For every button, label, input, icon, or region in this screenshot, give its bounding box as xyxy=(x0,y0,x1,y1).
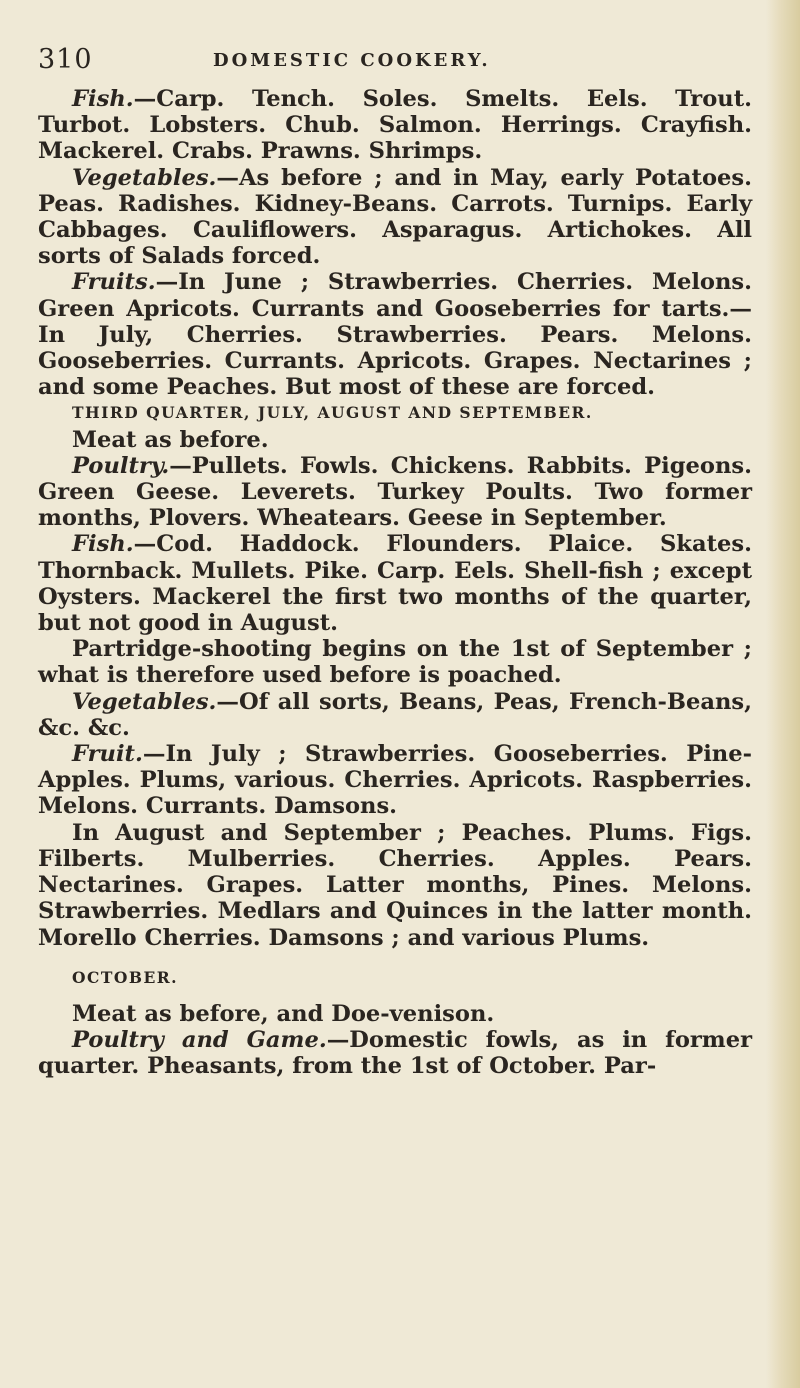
paragraph-text: —In June ; Strawberries. Cherries. Melons. Green Apricots. Currants and Gooseberries for tarts.— In July, Cherries. Strawberries. Pears. Melons. Gooseberries. Currants. Apricots. Grapes. Nectarines ; and some Peaches. But most of these are forced. xyxy=(38,269,752,401)
page-edge xyxy=(766,0,800,1388)
paragraph-text: —Of all sorts, Beans, Peas, French-Beans, &c. &c. xyxy=(38,688,752,741)
paragraph-fruits-second-quarter xyxy=(38,269,752,400)
label-fish: Fish. xyxy=(72,86,134,112)
body-text xyxy=(38,86,752,1080)
paragraph-august-september: In August and September ; Peaches. Plums. Figs. Filberts. Mulberries. Cherries. Apples. Pears. Nectarines. Grapes. Latter months, Pines. Melons. Strawberries. Medlars and Quinces in the latter month. Morello Cherries. Damsons ; and various Plums. xyxy=(38,819,752,951)
paragraph-text: —Pullets. Fowls. Chickens. Rabbits. Pigeons. Green Geese. Leverets. Turkey Poults. Two former months, Plovers. Wheatears. Geese in September. xyxy=(38,452,752,532)
label-poultry-game: Poultry and Game. xyxy=(72,1027,327,1054)
label-fruit: Fruit. xyxy=(72,741,143,768)
paragraph-text: —As before ; and in May, early Potatoes. Peas. Radishes. Kidney-Beans. Carrots. Turnips. Early Cabbages. Cauliflowers. Asparagus. Artichokes. All sorts of Salads forced. xyxy=(38,164,752,270)
page-header xyxy=(38,44,738,84)
section-heading-october: OCTOBER. xyxy=(72,967,179,987)
paragraph-text: —Domestic fowls, as in former quarter. Pheasants, from the 1st of October. Par- xyxy=(38,1027,752,1080)
page-number: 310 xyxy=(38,44,93,75)
paragraph-text: —Carp. Tench. Soles. Smelts. Eels. Trout. Turbot. Lobsters. Chub. Salmon. Herrings. Crayfish. Mackerel. Crabs. Prawns. Shrimps. xyxy=(38,86,752,165)
label-fruits: Fruits. xyxy=(72,269,156,296)
paragraph-poultry-third-quarter xyxy=(38,453,752,532)
section-heading-third-quarter: THIRD QUARTER, JULY, AUGUST AND SEPTEMBER. xyxy=(72,403,593,423)
label-poultry: Poultry. xyxy=(72,452,170,479)
paragraph-text: —In July ; Strawberries. Gooseberries. Pine-Apples. Plums, various. Cherries. Apricots. Raspberries. Melons. Currants. Damsons. xyxy=(38,741,752,820)
paragraph-poultry-game-october xyxy=(38,1027,752,1079)
label-fish: Fish. xyxy=(72,531,134,558)
paragraph-meat-october: Meat as before, and Doe-venison. xyxy=(72,1000,495,1027)
paragraph-fish-second-quarter xyxy=(38,86,752,165)
label-vegetables: Vegetables. xyxy=(72,688,217,715)
running-head: DOMESTIC COOKERY. xyxy=(213,50,491,71)
paragraph-partridge: Partridge-shooting begins on the 1st of September ; what is therefore used before is poached. xyxy=(38,636,752,689)
paragraph-text: —Cod. Haddock. Flounders. Plaice. Skates. Thornback. Mullets. Pike. Carp. Eels. Shell-fish ; except Oysters. Mackerel the first two months of the quarter, but not good in August. xyxy=(38,531,752,637)
paragraph-vegetables-third-quarter xyxy=(38,689,752,741)
paragraph-vegetables-second-quarter xyxy=(38,165,752,270)
label-vegetables: Vegetables. xyxy=(72,164,217,191)
paragraph-meat-third-quarter: Meat as before. xyxy=(72,426,269,453)
paragraph-fruit-third-quarter xyxy=(38,741,752,820)
paragraph-fish-third-quarter xyxy=(38,531,752,636)
